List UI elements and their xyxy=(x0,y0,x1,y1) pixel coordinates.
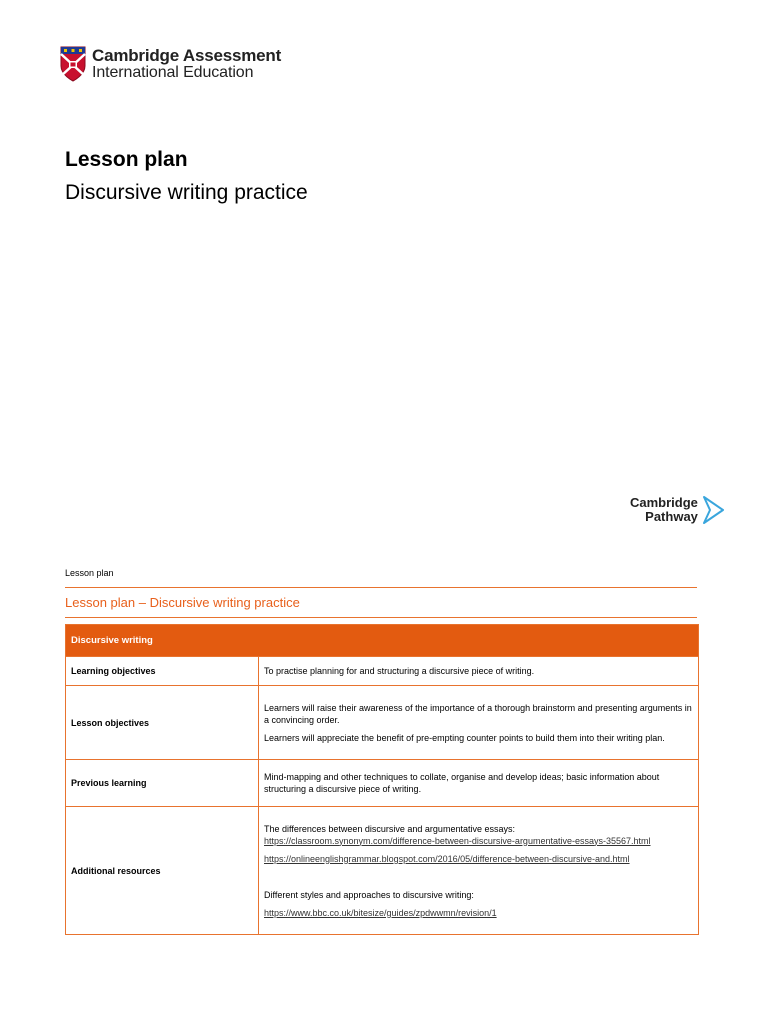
table-row xyxy=(66,657,699,686)
cambridge-assessment-logo xyxy=(60,46,281,82)
lesson-objectives-p1: Learners will raise their awareness of the importance of a thorough brainstorm and presenting arguments in a convincing order. xyxy=(264,702,692,725)
table-row xyxy=(66,686,699,760)
logo-line1: Cambridge Assessment xyxy=(92,46,282,65)
previous-learning-label: Previous learning xyxy=(66,760,259,807)
learning-objectives-label: Learning objectives xyxy=(66,657,259,686)
lesson-objectives-p2: Learners will appreciate the benefit of pre-empting counter points to build them into their writing plan. xyxy=(264,732,665,743)
additional-resources-cell xyxy=(259,807,699,935)
additional-resources-label: Additional resources xyxy=(66,807,259,935)
lesson-objectives-cell xyxy=(259,686,699,760)
logo-line2: International Education xyxy=(92,64,254,81)
lesson-objectives-label: Lesson objectives xyxy=(66,686,259,760)
spacer xyxy=(264,871,693,889)
divider xyxy=(65,587,697,588)
previous-learning-text: Mind-mapping and other techniques to collate, organise and develop ideas; basic information about structuring a discursive piece of writing. xyxy=(259,760,699,807)
resource-link-2[interactable]: https://onlineenglishgrammar.blogspot.com/2016/05/difference-between-discursive-and.html xyxy=(264,853,630,864)
crest-icon xyxy=(60,46,86,82)
lesson-plan-table xyxy=(65,624,699,935)
cambridge-pathway-logo xyxy=(630,495,725,525)
section-title: Lesson plan – Discursive writing practice xyxy=(65,595,300,610)
table-row xyxy=(66,760,699,807)
pathway-line1: Cambridge xyxy=(630,495,698,510)
resource-link-3[interactable]: https://www.bbc.co.uk/bitesize/guides/zpdwwmn/revision/1 xyxy=(264,907,497,918)
page-subtitle: Discursive writing practice xyxy=(65,181,308,204)
divider xyxy=(65,617,697,618)
resource-link-1[interactable]: https://classroom.synonym.com/difference-between-discursive-argumentative-essays-35567.html xyxy=(264,835,651,846)
table-header-row xyxy=(66,625,699,657)
pathway-arrow-icon xyxy=(701,495,725,525)
learning-objectives-text: To practise planning for and structuring a discursive piece of writing. xyxy=(259,657,699,686)
running-header: Lesson plan xyxy=(65,568,114,578)
table-header: Discursive writing xyxy=(66,625,699,657)
table-row xyxy=(66,807,699,935)
resources-intro1: The differences between discursive and argumentative essays: xyxy=(264,823,515,834)
page-title: Lesson plan xyxy=(65,148,188,171)
resources-intro2: Different styles and approaches to discursive writing: xyxy=(264,889,474,900)
pathway-line2: Pathway xyxy=(645,509,698,524)
